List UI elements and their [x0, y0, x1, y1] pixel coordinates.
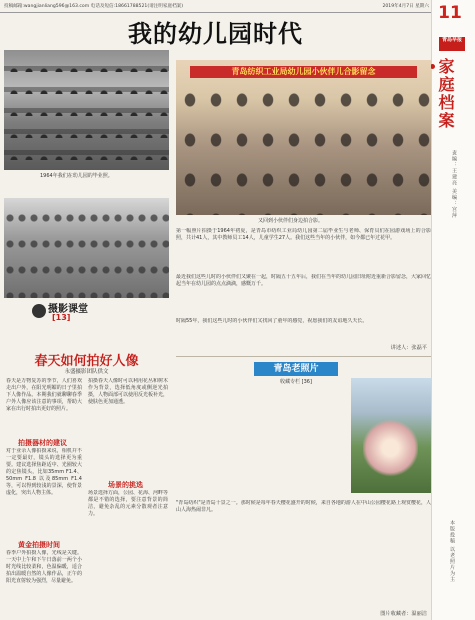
old-class-caption: 1964年我们在幼儿园的毕业照。	[40, 173, 113, 179]
old-photo-column-title: 青岛老照片	[254, 362, 338, 376]
story-author: 讲述人：张磊平	[390, 345, 427, 351]
article-paragraph: 拍摄春天人像时可以利用花丛和树木作为背景，选择低角度或侧逆光拍摄，人物面部可以使用反光板补光，使肤色更加通透。	[88, 378, 168, 405]
article-paragraph: 春季户外拍摄人像，光线是关键。一天中上午和下午日落前一两个小时光线比较柔和，色温偏暖，适合拍出温暖自然的人像作品，正午的阳光直射较为强烈，尽量避免。	[6, 550, 82, 584]
page-number: 11	[438, 3, 462, 23]
old-photo-paragraph: "青岛纺织"是青岛十景之一。那时候是每年春天樱花盛开的时候，来自各地的游人在中山公园樱花路上观赏樱花，人山人海热闹非凡。	[176, 500, 431, 513]
photography-tag-issue: [13]	[52, 313, 71, 322]
section-title: 家庭档案	[436, 58, 455, 130]
section-heading: 场景的挑选	[108, 481, 143, 489]
top-info-bar	[0, 0, 475, 13]
photography-tag-title: 摄影课堂	[48, 304, 88, 315]
photography-tag	[28, 300, 98, 330]
kids-photo	[4, 198, 169, 298]
old-photo-column-issue: 收藏专栏 [36]	[280, 379, 312, 385]
sakura-photo	[351, 378, 431, 493]
camera-icon	[32, 304, 46, 318]
newspaper-logo: 青岛早报	[439, 37, 465, 51]
section-heading: 黄金拍摄时间	[18, 541, 60, 549]
contact-info: 投稿邮箱:wangjianliang596@163.com 电话及短信:18661788521(请注明家庭档案)	[4, 4, 184, 9]
article-paragraph: 场景选择方面，公园、花海、河畔等都是不错的选择，要注意背景的简洁，避免杂乱的元素分散观者注意力。	[88, 490, 168, 517]
reunion-photo	[176, 60, 431, 215]
divider	[176, 356, 431, 357]
side-note: 本版投稿 以老照片为主	[449, 520, 455, 583]
reunion-caption: 又回到小伙伴们身边拍合影。	[258, 218, 324, 224]
editor-credits: 责编：王建亮 美编：宫萍	[451, 150, 457, 219]
article-title: 春天如何拍好人像	[34, 354, 139, 369]
section-heading: 拍摄器材的建议	[18, 439, 67, 447]
story-paragraph: 时隔55年，我们这些儿时的小伙伴们又找回了童年的感觉，祝愿我们的友谊地久天长。	[176, 318, 368, 324]
article-byline: 永盛摄影团队供文	[64, 369, 109, 375]
story-paragraph: 第一幅照片拍摄于1964年初夏，是青岛市纺织工业局幼儿园第二届毕业生与老师、保育员们在园游戏场上的合影照，共计41人，其中教师员工14人，儿童学生27人。我们这些当年的小伙伴，如今都已年过花甲。	[176, 228, 431, 241]
story-paragraph: 最近我们这些儿时的小伙伴们又聚在一起，时隔五十五年后，我们在当年的幼儿园旧址附近重新合影留念，大家回忆起当年在幼儿园的点点滴滴，感慨万千。	[176, 274, 431, 287]
date-line: 2019年4月7日 星期六	[382, 4, 429, 9]
photo-collector: 图片收藏者：温丽洁	[380, 611, 427, 617]
page-headline: 我的幼儿园时代	[128, 19, 303, 48]
reunion-banner: 青岛纺织工业局幼儿园小伙伴儿合影留念	[190, 66, 417, 78]
article-paragraph: 对于业余人像拍摄来说，相机并不一定要最好，镜头的选择更为重要。建议选择焦距适中、光圈较大的定焦镜头，比如35mm F1.4、50mm F1.8 以及85mm F1.4 等，可以得到较浅的景深，使背景虚化，突出人物主体。	[6, 448, 82, 496]
article-paragraph: 春天是万物复苏的季节，人们喜欢走出户外，在阳光明媚的日子里拍下人像作品。本期我们就聊聊春季户外人像应该注意的事项，帮助大家在出行时拍出更好的照片。	[6, 378, 82, 412]
old-class-photo	[4, 50, 169, 170]
